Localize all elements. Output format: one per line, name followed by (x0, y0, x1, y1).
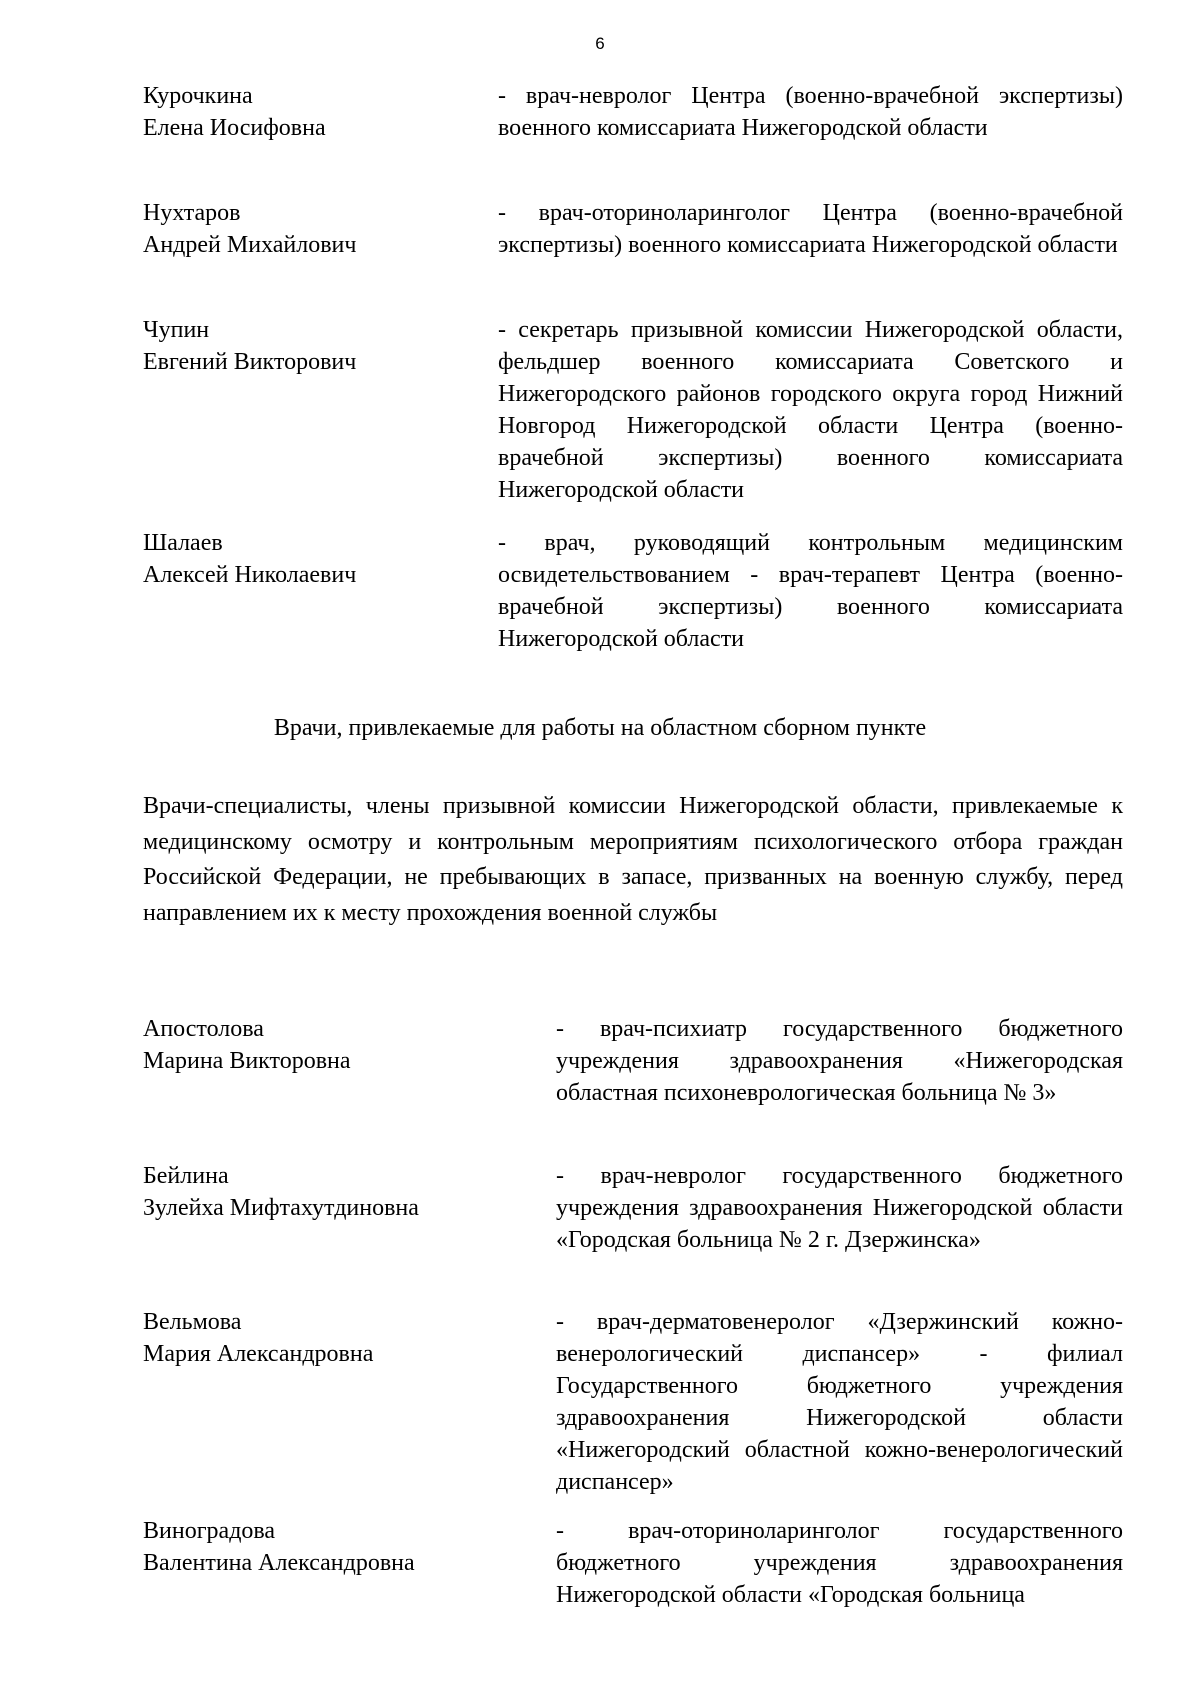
person-role: - врач-невролог государственного бюджетного учреждения здравоохранения Нижегородской области «Городская больница № 2 г. Дзержинска» (556, 1163, 1123, 1253)
person-role: - врач-оториноларинголог государственного бюджетного учреждения здравоохранения Нижегородской области «Городская больница (556, 1518, 1123, 1608)
page-number: 6 (595, 34, 605, 53)
person-entry (143, 1013, 1123, 1141)
person-name (143, 314, 483, 378)
surname: Вельмова (143, 1309, 242, 1335)
person-role: - врач-оториноларинголог Центра (военно-врачебной экспертизы) военного комиссариата Нижегородской области (498, 200, 1123, 258)
surname: Бейлина (143, 1163, 229, 1189)
given-names: Марина Викторовна (143, 1048, 351, 1074)
person-role: - врач-психиатр государственного бюджетного учреждения здравоохранения «Нижегородская областная психоневрологическая больница № 3» (556, 1016, 1123, 1106)
person-entry (143, 527, 1123, 655)
given-names: Зулейха Мифтахутдиновна (143, 1195, 419, 1221)
person-entry (143, 80, 1123, 176)
person-role: - врач-невролог Центра (военно-врачебной экспертизы) военного комиссариата Нижегородской области (498, 83, 1123, 141)
surname: Чупин (143, 317, 210, 343)
person-entry (143, 1160, 1123, 1288)
person-name (143, 197, 483, 261)
surname: Курочкина (143, 83, 253, 109)
given-names: Алексей Николаевич (143, 562, 357, 588)
surname: Апостолова (143, 1016, 264, 1042)
person-name (143, 1013, 483, 1077)
section-heading: Врачи, привлекаемые для работы на областном сборном пункте (273, 715, 927, 741)
given-names: Валентина Александровна (143, 1550, 415, 1576)
given-names: Елена Иосифовна (143, 115, 326, 141)
intro-paragraph: Врачи-специалисты, члены призывной комиссии Нижегородской области, привлекаемые к медицинскому осмотру и контрольным мероприятиям психологического отбора граждан Российской Федерации, не пребывающих в запасе, призванных на военную службу, перед направлением их к месту прохождения военной службы (143, 793, 1123, 926)
person-name (143, 1515, 483, 1579)
person-name (143, 1160, 483, 1224)
surname: Шалаев (143, 530, 223, 556)
person-entry (143, 314, 1123, 506)
person-entry (143, 1306, 1123, 1498)
surname: Нухтаров (143, 200, 241, 226)
given-names: Андрей Михайлович (143, 232, 357, 258)
person-role: - секретарь призывной комиссии Нижегородской области, фельдшер военного комиссариата Советского и Нижегородского районов городского округа город Нижний Новгород Нижегородской области Центра (военно-врачебной экспертизы) военного комиссариата Нижегородской области (498, 317, 1123, 503)
given-names: Евгений Викторович (143, 349, 357, 375)
surname: Виноградова (143, 1518, 276, 1544)
person-role: - врач, руководящий контрольным медицинским освидетельствованием - врач-терапевт Центра (военно-врачебной экспертизы) военного комиссариата Нижегородской области (498, 530, 1123, 652)
person-name (143, 1306, 483, 1370)
person-entry (143, 197, 1123, 293)
person-role: - врач-дерматовенеролог «Дзержинский кожно-венерологический диспансер» - филиал Государственного бюджетного учреждения здравоохранения Нижегородской области «Нижегородский областной кожно-венерологический диспансер» (556, 1309, 1123, 1495)
person-entry (143, 1515, 1123, 1611)
person-name (143, 80, 483, 144)
given-names: Мария Александровна (143, 1341, 374, 1367)
person-name (143, 527, 483, 591)
